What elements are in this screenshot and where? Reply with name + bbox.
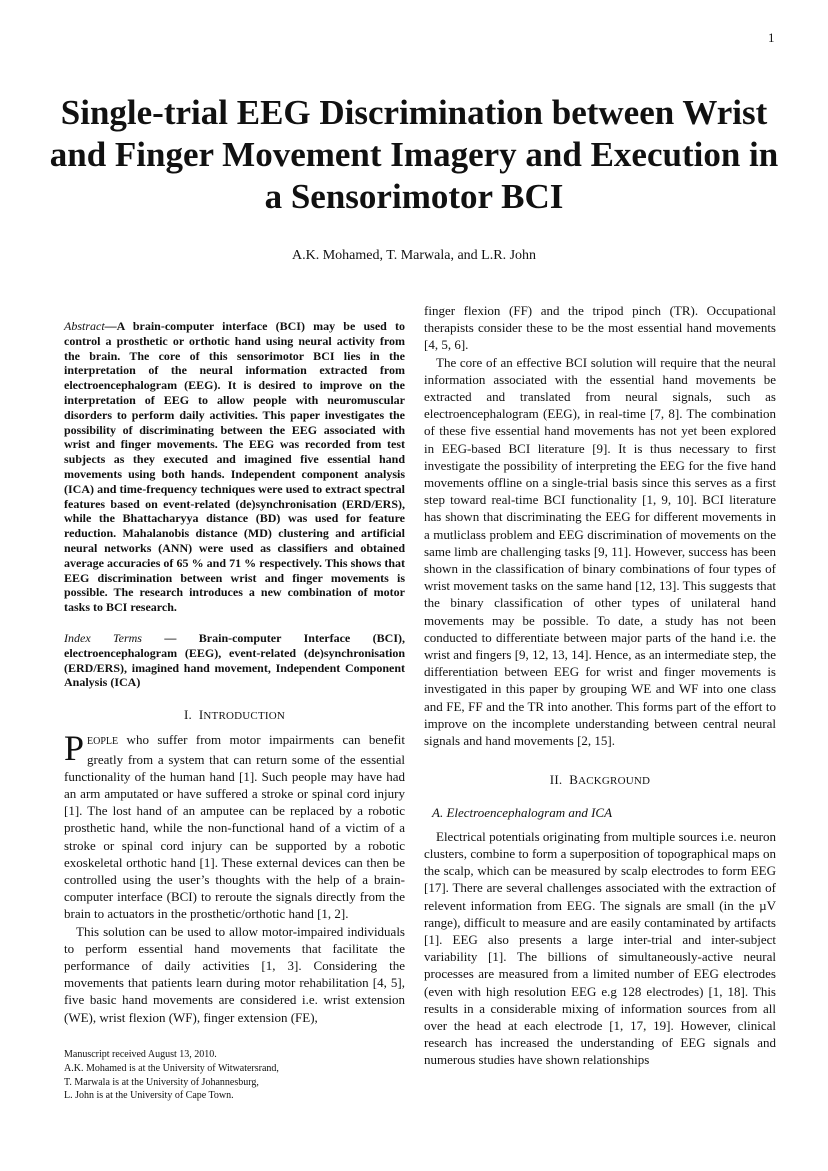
drop-cap: P xyxy=(64,728,85,769)
footnote-line: L. John is at the University of Cape Town. xyxy=(64,1090,234,1102)
section-numeral: II. xyxy=(549,772,563,788)
intro-paragraph-1-text: who suffer from motor impairments can benefit greatly from a system that can return some of the essential functionality of the human hand [1]. Such people may have had an arm amputated or have suffered a stroke or spinal cord injury [1]. The lost hand of an amputee can be replaced by a robotic prosthetic hand, while the non-functional hand of a victim of a stroke or spinal cord injury can be supported by a robotic exoskeletal orthotic hand [1]. These external devices can then be controlled using the user’s thoughts with the help of a brain-computer interface (BCI) to reroute the signals directly from the brain to actuators in the prosthetic/orthotic hand [1, 2]. xyxy=(64,732,405,922)
page-number: 1 xyxy=(768,30,775,45)
section-title-initial: I xyxy=(198,707,204,723)
intro-smallcaps: EOPLE xyxy=(87,736,119,748)
intro-paragraph-1 xyxy=(64,728,405,922)
subsection-heading-eeg-ica: A. Electroencephalogram and ICA xyxy=(432,805,613,821)
section-title-rest: ACKGROUND xyxy=(578,775,651,788)
index-terms xyxy=(64,631,405,690)
paper-title: Single-trial EEG Discrimination between Wrist and Finger Movement Imagery and Execution in a Sensorimotor BCI xyxy=(49,93,779,216)
section-heading-introduction xyxy=(64,706,405,725)
footnote-line: A.K. Mohamed is at the University of Witwatersrand, xyxy=(64,1062,279,1074)
background-paragraph-1: Electrical potentials originating from multiple sources i.e. neuron clusters, combine to form a superposition of topographical maps on the scalp, which can be measured by scalp electrodes to form EEG [17]. There are several challenges associated with the extraction of relevent information from EEG. The signals are small (in the µV range), difficult to measure and are easily contaminated by artifacts [1]. EEG also presents a large inter-trial and inter-subject variability [1]. The billions of simultaneously-active neural processes are measured from a limited number of EEG electrodes (even with high resolution EEG e.g 128 electrodes) [1, 18]. This results in a considerable mixing of information sources from all over the head at each electrode [1, 17, 19]. However, clinical research has increased the understanding of EEG signals and numerous studies have shown relationships xyxy=(424,828,776,1068)
index-terms-label: Index Terms xyxy=(64,630,142,645)
author-list: A.K. Mohamed, T. Marwala, and L.R. John xyxy=(291,248,537,263)
section-numeral: I. xyxy=(183,707,192,723)
section-title-rest: NTRODUCTION xyxy=(203,710,286,723)
intro-paragraph-2: This solution can be used to allow motor-impaired individuals to perform essential hand movements that facilitate the performance of daily activities [1, 3]. Considering the movements that patients learn during motor rehabilitation [4, 5], five basic hand movements are considered i.e. wrist extension (WE), wrist flexion (WF), finger extension (FE), xyxy=(64,923,405,1025)
right-paragraph-2: The core of an effective BCI solution will require that the neural information associated with the essential hand movements be extracted and translated from neural signals, such as electroencephalogram (EEG), in real-time [7, 8]. The combination of these five essential hand movements has not yet been explored in EEG-based BCI literature [9]. It is thus necessary to first investigate the possibility of interpreting the EEG for the five hand movements offline on a single-trial basis since this serves as a first step toward real-time BCI functionality [1, 9, 10]. BCI literature has shown that discriminating the EEG for different movements in a mutliclass problem and EEG discrimination of movements on the same limb are challenging tasks [9, 11]. However, success has been shown in the classification of binary combinations of four types of wrist movement tasks on the same hand [12, 13]. This suggests that the binary classification of other types of unilateral hand movements may be possible. To date, a study has not been conducted to differentiate between major parts of the hand i.e. the wrist and fingers [9, 12, 13, 14]. Hence, as an intermediate step, the differentiation between EEG for wrist and finger movements is investigated in this paper by grouping WE and WF into one class and FE, FF and the TR into another. This forms part of the effort to improve on the incomplete understanding between central neural signals and hand movements [2, 15]. xyxy=(424,354,776,749)
abstract-text: —A brain-computer interface (BCI) may be used to control a prosthetic or orthotic hand using neural activity from the brain. The core of this sensorimotor BCI lies in the interpretation of the neural information extracted from electroencephalogram (EEG). It is desired to improve on the interpretation of EEG to allow people with neuromuscular disorders to perform daily activities. This paper investigates the possibility of discriminating between the EEG associated with wrist and finger movements. The EEG was recorded from test subjects as they executed and imagined five essential hand movements using both hands. Independent component analysis (ICA) and time-frequency techniques were used to extract spectral features based on event-related (de)synchronisation (ERD/ERS), while the Bhattacharyya distance (BD) was used for feature reduction. Mahalanobis distance (MD) clustering and artificial neural networks (ANN) were used as classifiers and obtained average accuracies of 65 % and 71 % respectively. This shows that EEG discrimination between wrist and finger movements is possible. The research introduces a new combination of motor tasks to BCI research. xyxy=(64,319,405,615)
right-column xyxy=(424,302,776,1069)
footnote-line: Manuscript received August 13, 2010. xyxy=(64,1049,217,1060)
index-terms-text: — Brain-computer Interface (BCI), electroencephalogram (EEG), event-related (de)synchronisation (ERD/ERS), imagined hand movement, Independent Component Analysis (ICA) xyxy=(64,630,405,690)
left-column xyxy=(64,319,405,1026)
abstract xyxy=(64,319,405,615)
footnotes xyxy=(64,1048,405,1103)
section-heading-background xyxy=(424,771,776,790)
right-paragraph-1: finger flexion (FF) and the tripod pinch (TR). Occupational therapists consider these to be the most essential hand movements [4, 5, 6]. xyxy=(424,303,776,353)
abstract-label: Abstract xyxy=(64,319,105,333)
footnote-line: T. Marwala is at the University of Johannesburg, xyxy=(64,1076,259,1088)
section-title-initial: B xyxy=(569,772,579,788)
